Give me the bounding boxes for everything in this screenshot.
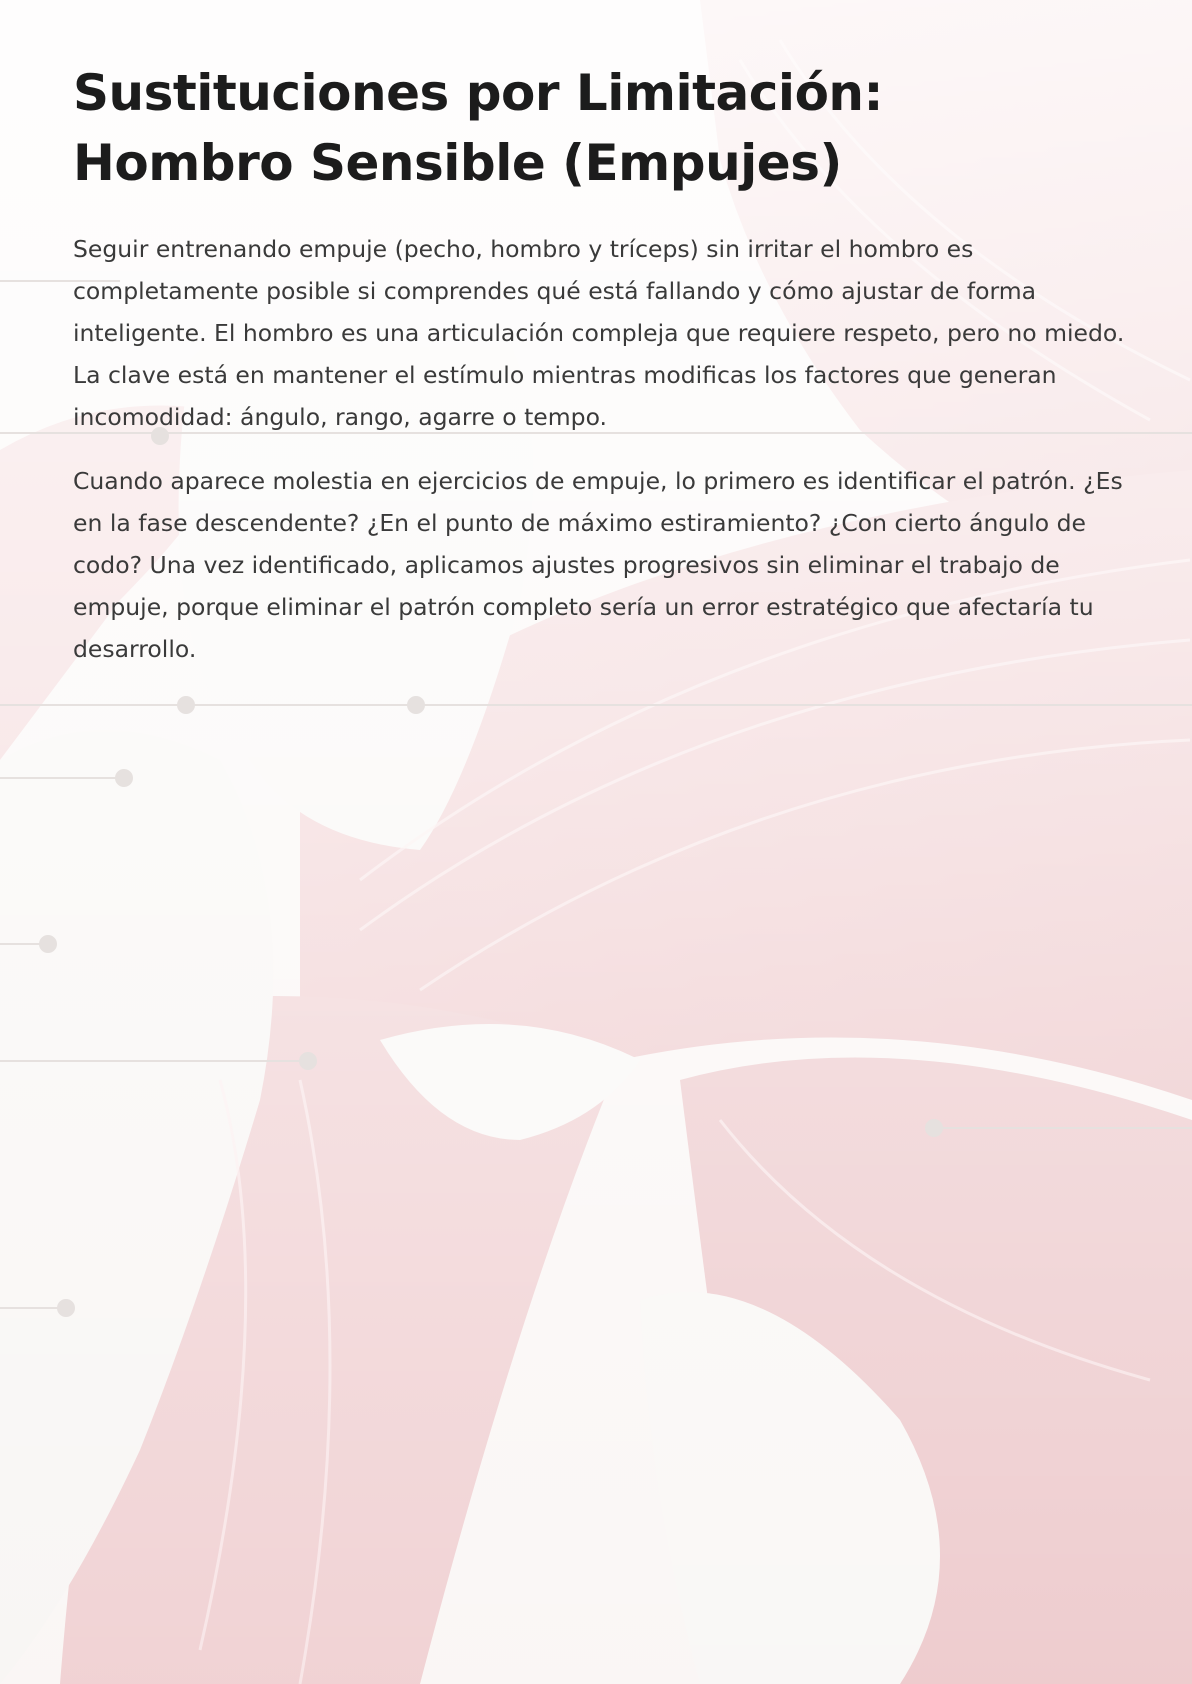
paragraph-2: Cuando aparece molestia en ejercicios de empuje, lo primero es identificar el patrón. ¿Es en la fase descendente? ¿En el punto de máximo estiramiento? ¿Con cierto ángulo de codo? Una vez identificado, aplicamos ajustes progresivos sin eliminar el trabajo de empuje, porque eliminar el patrón completo sería un error estratégico que afectaría tu desarrollo.	[73, 467, 1123, 663]
title-line-1: Sustituciones por Limitación:	[73, 64, 884, 122]
page-title	[73, 58, 1133, 198]
paragraph-1: Seguir entrenando empuje (pecho, hombro y tríceps) sin irritar el hombro es completamente posible si comprendes qué está fallando y cómo ajustar de forma inteligente. El hombro es una articulación compleja que requiere respeto, pero no miedo. La clave está en mantener el estímulo mientras modificas los factores que generan incomodidad: ángulo, rango, agarre o tempo.	[73, 235, 1125, 431]
document-body	[73, 58, 1133, 670]
title-line-2: Hombro Sensible (Empujes)	[73, 134, 842, 192]
